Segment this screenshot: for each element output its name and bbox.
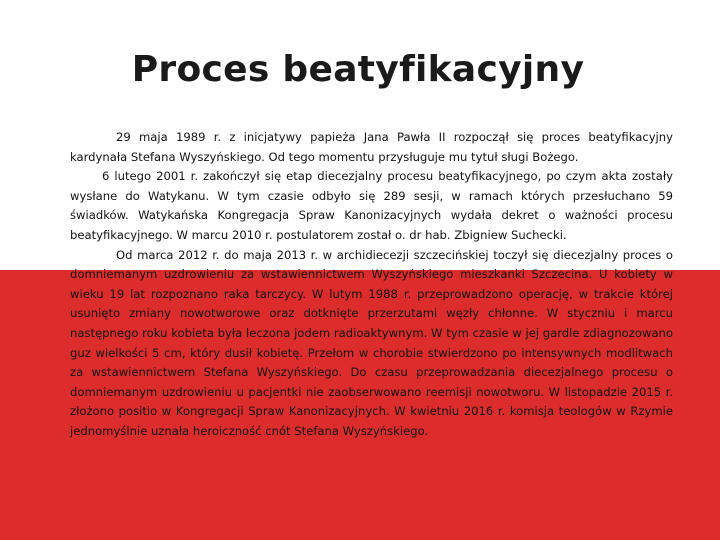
paragraph-3: Od marca 2012 r. do maja 2013 r. w archidiecezji szczecińskiej toczył się diecezjalny proces o domniemanym uzdrowieniu za wstawiennictwem Wyszyńskiego mieszkanki Szczecina. U kobiety w wieku 19 lat rozpoznano raka tarczycy. W lutym 1988 r. przeprowadzono operację, w trakcie której usunięto zmiany nowotworowe oraz dotknięte przerzutami węzły chłonne. W styczniu i marcu następnego roku kobieta była leczona jodem radioaktywnym. W tym czasie w jej gardle zdiagnozowano guz wielkości 5 cm, który dusił kobietę. Przełom w chorobie stwierdzono po intensywnych modlitwach za wstawiennictwem Stefana Wyszyńskiego. Do czasu przeprowadzania diecezjalnego procesu o domniemanym uzdrowieniu u pacjentki nie zaobserwowano reemisji nowotworu. W listopadzie 2015 r. złożono positio w Kongregacji Spraw Kanonizacyjnych. W kwietniu 2016 r. komisja teologów w Rzymie jednomyślnie uznała heroiczność cnót Stefana Wyszyńskiego. — [70, 247, 673, 438]
slide-title: Proces beatyfikacyjny — [131, 49, 585, 90]
slide-body — [70, 128, 673, 442]
paragraph-2: 6 lutego 2001 r. zakończył się etap diecezjalny procesu beatyfikacyjnego, po czym akta zostały wysłane do Watykanu. W tym czasie odbyło się 289 sesji, w ramach których przesłuchano 59 świadków. Watykańska Kongregacja Spraw Kanonizacyjnych wydała dekret o ważności procesu beatyfikacyjnego. W marcu 2010 r. postulatorem został o. dr hab. Zbigniew Suchecki. — [70, 169, 673, 242]
paragraph-1: 29 maja 1989 r. z inicjatywy papieża Jana Pawła II rozpoczął się proces beatyfikacyjny kardynała Stefana Wyszyńskiego. Od tego momentu przysługuje mu tytuł sługi Bożego. — [70, 130, 673, 164]
